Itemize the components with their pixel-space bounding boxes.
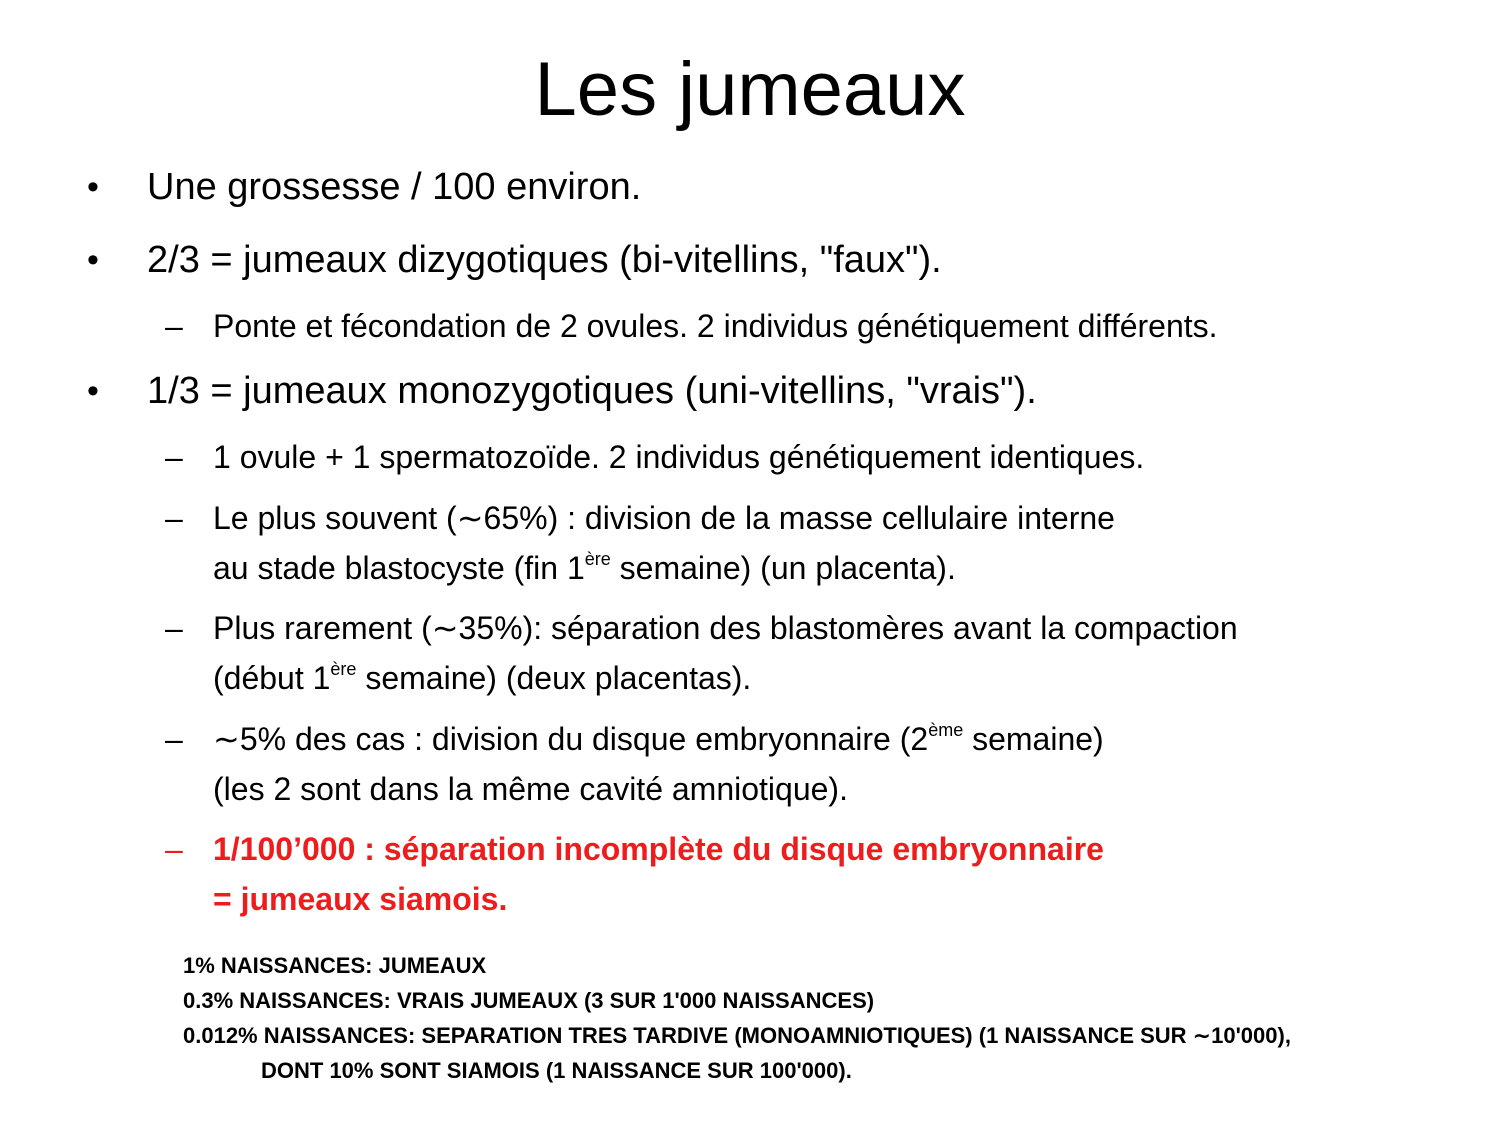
bullet-marker: •: [87, 372, 99, 410]
sub-item-text: Ponte et fécondation de 2 ovules. 2 individus génétiquement différents.: [213, 308, 1218, 344]
dash-marker: –: [165, 610, 183, 646]
text-segment: semaine) (deux placentas).: [356, 660, 752, 696]
footnote-line: DONT 10% SONT SIAMOIS (1 NAISSANCE SUR 100'000).: [261, 1058, 852, 1083]
sub-item-text-line1: [213, 714, 1104, 764]
bullet-text: 1/3 = jumeaux monozygotiques (uni-vitellins, "vrais").: [147, 370, 1037, 412]
text-segment: (début 1: [213, 660, 331, 696]
dash-marker: –: [165, 500, 183, 536]
superscript: ère: [584, 549, 611, 569]
superscript: ère: [330, 659, 357, 679]
footnote: [183, 948, 1291, 1088]
sub-item-text: 1 ovule + 1 spermatozoïde. 2 individus génétiquement identiques.: [213, 439, 1145, 475]
dash-marker: –: [165, 831, 183, 867]
sub-item-text-line2: (les 2 sont dans la même cavité amniotique).: [213, 771, 848, 807]
text-segment: semaine) (un placenta).: [610, 550, 956, 586]
text-segment: ∼5% des cas : division du disque embryonnaire (2: [213, 721, 929, 757]
bullet-item-monozygotic: [87, 368, 1037, 414]
bullet-text: Une grossesse / 100 environ.: [147, 166, 642, 208]
footnote-line: 0.3% NAISSANCES: VRAIS JUMEAUX (3 SUR 1'000 NAISSANCES): [183, 988, 875, 1013]
sub-item-five-percent: [165, 714, 1104, 814]
sub-item-monozygotic-description: [165, 432, 1145, 482]
dash-marker: –: [165, 721, 183, 757]
sub-item-text-line2: [213, 653, 1238, 703]
sub-item-text-line2: = jumeaux siamois.: [213, 881, 508, 917]
bullet-item-dizygotic: [87, 237, 942, 283]
bullet-marker: •: [87, 241, 99, 279]
text-segment: au stade blastocyste (fin 1: [213, 550, 585, 586]
sub-item-text-line1: Le plus souvent (∼65%) : division de la masse cellulaire interne: [213, 500, 1115, 536]
sub-item-siamese: [165, 824, 1104, 924]
sub-item-dizygotic-description: [165, 301, 1218, 351]
sub-item-more-rarely: [165, 603, 1238, 703]
text-segment: semaine): [963, 721, 1104, 757]
sub-item-text-line1: Plus rarement (∼35%): séparation des blastomères avant la compaction: [213, 610, 1238, 646]
bullet-marker: •: [87, 168, 99, 206]
superscript: ème: [928, 720, 964, 740]
dash-marker: –: [165, 439, 183, 475]
bullet-text: 2/3 = jumeaux dizygotiques (bi-vitellins, "faux").: [147, 239, 942, 281]
sub-item-most-often: [165, 493, 1115, 593]
dash-marker: –: [165, 308, 183, 344]
slide-title: Les jumeaux: [534, 47, 966, 132]
sub-item-text-line2: [213, 543, 1115, 593]
sub-item-text-line1: 1/100’000 : séparation incomplète du disque embryonnaire: [213, 831, 1104, 867]
bullet-item-frequency: [87, 164, 642, 210]
footnote-line: 0.012% NAISSANCES: SEPARATION TRES TARDIVE (MONOAMNIOTIQUES) (1 NAISSANCE SUR ∼10'000),: [183, 1023, 1291, 1048]
footnote-line: 1% NAISSANCES: JUMEAUX: [183, 953, 487, 978]
